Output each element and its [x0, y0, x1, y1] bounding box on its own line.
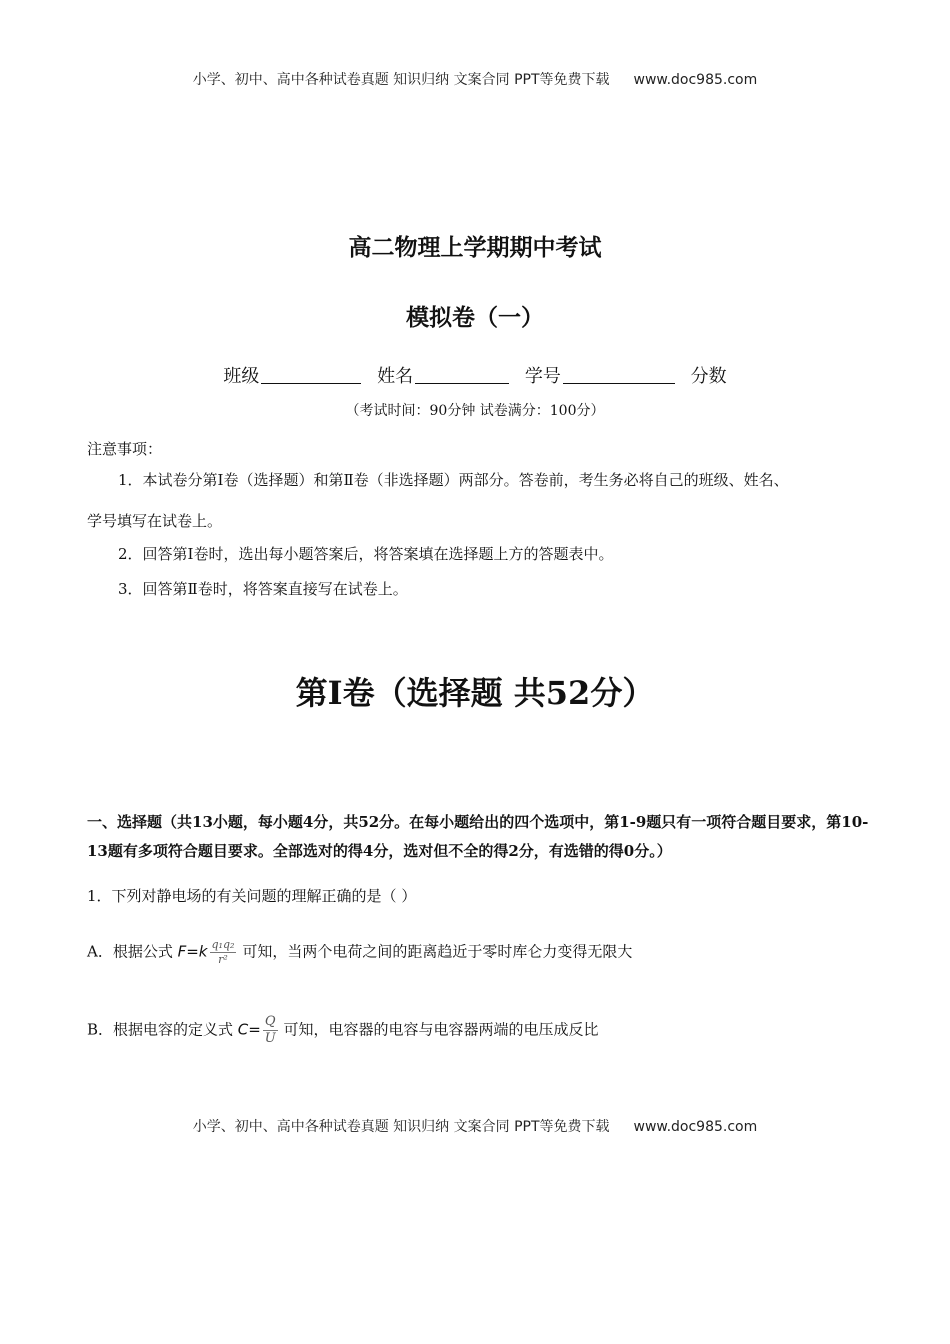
page-footer [0, 1116, 950, 1136]
student-info-row [0, 362, 950, 388]
exam-title: 高二物理上学期期中考试 [348, 234, 602, 261]
fraction-capacitance: $\frac{Q}{U}$ [264, 1014, 276, 1046]
note-item-1-cont: 学号填写在试卷上。 [87, 512, 223, 530]
header-url[interactable]: www.doc985.com [633, 72, 758, 88]
footer-text: 小学、初中、高中各种试卷真题 知识归纳 文案合同 PPT等免费下载 [192, 1119, 610, 1135]
page-header [0, 69, 950, 89]
notes-title: 注意事项： [87, 440, 163, 458]
formula-coulomb: F=k [177, 942, 208, 961]
question-1-stem: 1．下列对静电场的有关问题的理解正确的是（ ） [87, 887, 417, 905]
note-item-3: 3．回答第Ⅱ卷时，将答案直接写在试卷上。 [118, 580, 408, 598]
section-title: 第Ⅰ卷（选择题 共52分） [295, 674, 655, 712]
header-text: 小学、初中、高中各种试卷真题 知识归纳 文案合同 PPT等免费下载 [192, 72, 610, 88]
question-1-option-a[interactable]: A．根据公式 F=k $\frac{\text{q₁q₂}}{\text{r²}}$ 可知，当两个电荷之间的距离趋近于零时库仑力变得无限大 [87, 938, 633, 966]
class-label: 班级 [223, 366, 260, 387]
formula-capacitance: C= [237, 1020, 261, 1039]
footer-url[interactable]: www.doc985.com [633, 1119, 758, 1135]
score-label: 分数 [690, 366, 727, 387]
class-blank[interactable] [261, 365, 361, 384]
fraction-coulomb: $\frac{\text{q₁q₂}}{\text{r²}}$ [211, 938, 235, 966]
exam-meta: （考试时间：90分钟 试卷满分：100分） [345, 403, 605, 419]
student-id-blank[interactable] [563, 365, 675, 384]
exam-subtitle: 模拟卷（一） [406, 304, 544, 331]
name-label: 姓名 [377, 366, 414, 387]
question-1-option-b[interactable]: B．根据电容的定义式 C= $\frac{Q}{U}$ 可知，电容器的电容与电容器两端的电压成反比 [87, 1014, 599, 1046]
part-one-instructions: 一、选择题（共13小题，每小题4分，共52分。在每小题给出的四个选项中，第1-9题只有一项符合题目要求，第10-13题有多项符合题目要求。全部选对的得4分，选对但不全的得2分，有选错的得0分。） [87, 813, 869, 860]
note-item-1: 1．本试卷分第Ⅰ卷（选择题）和第Ⅱ卷（非选择题）两部分。答卷前，考生务必将自己的班级、姓名、 [118, 471, 789, 489]
name-blank[interactable] [415, 365, 509, 384]
note-item-2: 2．回答第Ⅰ卷时，选出每小题答案后，将答案填在选择题上方的答题表中。 [118, 545, 614, 563]
student-id-label: 学号 [524, 366, 561, 387]
